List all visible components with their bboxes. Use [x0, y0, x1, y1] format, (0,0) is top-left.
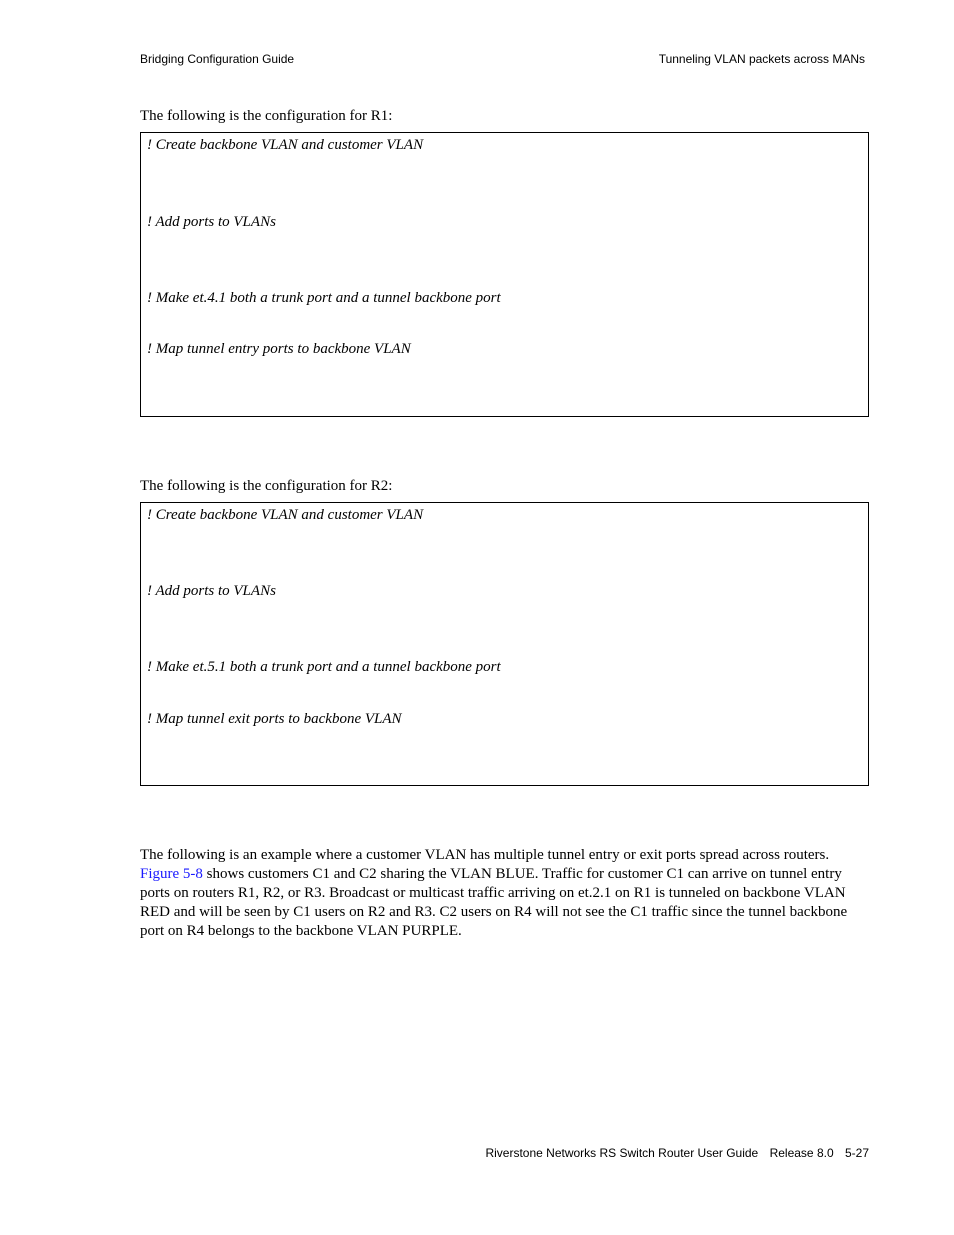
r1-comment-trunk-port: ! Make et.4.1 both a trunk port and a tunnel backbone port — [147, 290, 501, 306]
r1-comment-add-ports: ! Add ports to VLANs — [147, 214, 276, 230]
body-text-part1: The following is an example where a customer VLAN has multiple tunnel entry or exit ports spread across routers. — [140, 847, 830, 863]
body-text-part2: shows customers C1 and C2 sharing the VLAN BLUE. Traffic for customer C1 can arrive on tunnel entry ports on routers R1, R2, or R3. Broadcast or multicast traffic arriving on et.2.1 on R1 is tunneled on backbone VLAN RED and will be seen by C1 users on R2 and R3. C2 users on R4 will not see the C1 traffic since the tunnel backbone port on R4 belongs to the backbone VLAN PURPLE. — [140, 866, 848, 939]
r2-config-box — [140, 502, 869, 786]
footer-release: Release 8.0 — [769, 1146, 834, 1160]
footer-page-number: 5-27 — [844, 1146, 869, 1160]
running-header-left: Bridging Configuration Guide — [140, 52, 295, 66]
footer-title: Riverstone Networks RS Switch Router User Guide — [485, 1146, 759, 1160]
r2-comment-add-ports: ! Add ports to VLANs — [147, 583, 276, 599]
r1-config-box — [140, 132, 869, 417]
r2-comment-create-vlans: ! Create backbone VLAN and customer VLAN — [147, 507, 424, 523]
running-header-right: Tunneling VLAN packets across MANs — [658, 52, 865, 66]
r1-comment-create-vlans: ! Create backbone VLAN and customer VLAN — [147, 137, 424, 153]
figure-5-8-link[interactable]: Figure 5-8 — [140, 866, 203, 882]
r2-comment-map-ports: ! Map tunnel exit ports to backbone VLAN — [147, 711, 402, 727]
r2-comment-trunk-port: ! Make et.5.1 both a trunk port and a tunnel backbone port — [147, 659, 501, 675]
page-footer — [485, 1146, 869, 1160]
r1-config-intro: The following is the configuration for R1: — [140, 108, 393, 124]
r2-config-intro: The following is the configuration for R2: — [140, 478, 393, 494]
body-paragraph — [140, 846, 870, 941]
r1-comment-map-ports: ! Map tunnel entry ports to backbone VLAN — [147, 341, 411, 357]
